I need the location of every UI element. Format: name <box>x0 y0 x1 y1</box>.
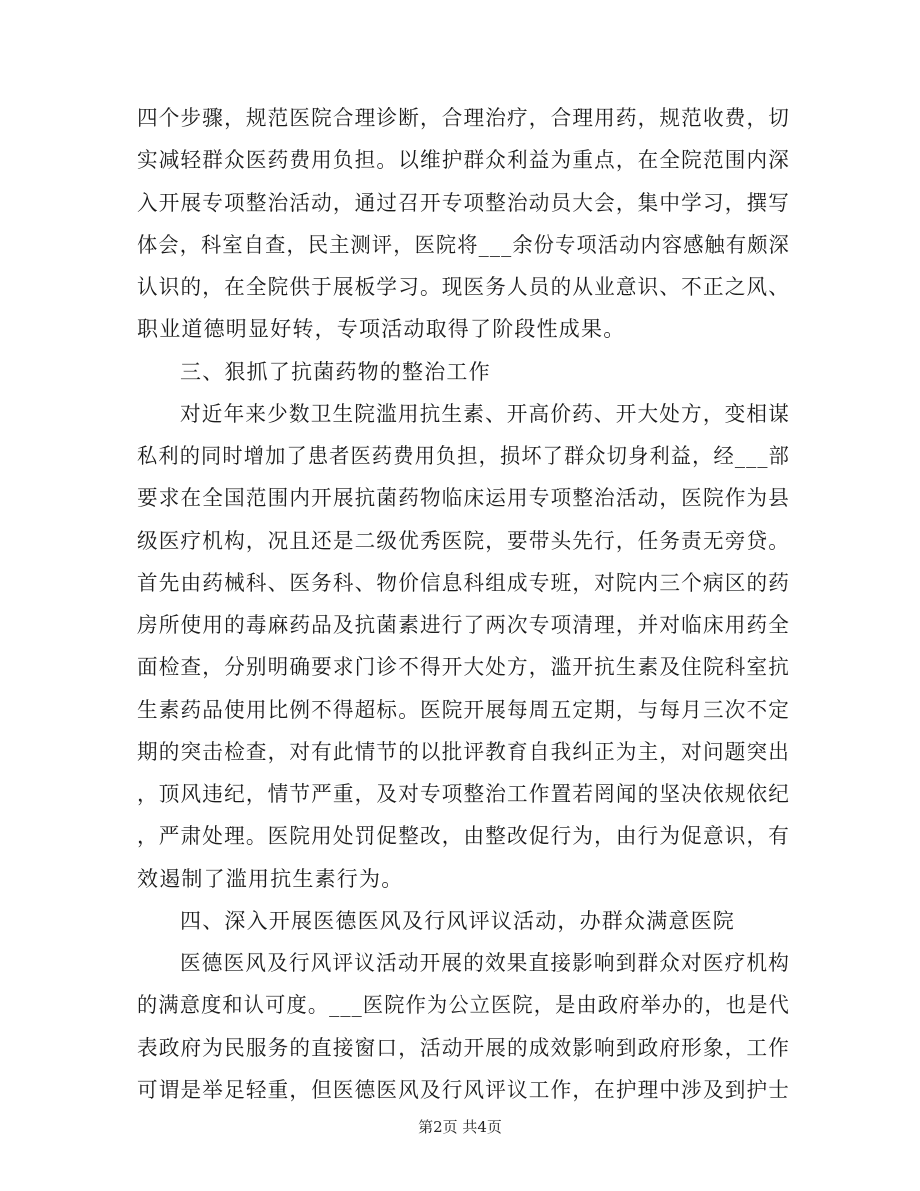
text-line: 首先由药械科、医务科、物价信息科组成专班，对院内三个病区的药 <box>137 571 791 595</box>
text-line: 级医疗机构，况且还是二级优秀医院，要带头先行，任务责无旁贷。 <box>137 529 791 553</box>
text-line: 要求在全国范围内开展抗菌药物临床运用专项整治活动，医院作为县 <box>137 486 791 510</box>
text-line: 房所使用的毒麻药品及抗菌素进行了两次专项清理，并对临床用药全 <box>137 613 791 637</box>
text-line: 认识的，在全院供于展板学习。现医务人员的从业意识、不正之风、 <box>137 275 791 299</box>
text-line: ，顶风违纪，情节严重，及对专项整治工作置若罔闻的坚决依规依纪 <box>137 782 791 806</box>
text-line: 实减轻群众医药费用负担。以维护群众利益为重点，在全院范围内深 <box>137 148 791 172</box>
text-line: 可谓是举足轻重，但医德医风及行风评议工作，在护理中涉及到护士 <box>137 1078 791 1102</box>
text-line: 对近年来少数卫生院滥用抗生素、开高价药、开大处方，变相谋 <box>180 402 790 426</box>
text-line: 面检查，分别明确要求门诊不得开大处方，滥开抗生素及住院科室抗 <box>137 655 791 679</box>
section-heading: 三、狠抓了抗菌药物的整治工作 <box>180 360 491 384</box>
text-line: 私利的同时增加了患者医药费用负担，损坏了群众切身利益，经___部 <box>137 444 790 468</box>
text-line: 四个步骤，规范医院合理诊断，合理治疗，合理用药，规范收费，切 <box>137 106 791 130</box>
text-line: 的满意度和认可度。___医院作为公立医院，是由政府举办的，也是代 <box>137 993 790 1017</box>
text-line: ，严肃处理。医院用处罚促整改，由整改促行为，由行为促意识，有 <box>137 824 791 848</box>
text-line: 生素药品使用比例不得超标。医院开展每周五定期，与每月三次不定 <box>137 698 791 722</box>
text-line: 职业道德明显好转，专项活动取得了阶段性成果。 <box>137 317 626 341</box>
text-line: 医德医风及行风评议活动开展的效果直接影响到群众对医疗机构 <box>180 951 790 975</box>
section-heading: 四、深入开展医德医风及行风评议活动，办群众满意医院 <box>180 909 735 933</box>
text-line: 期的突击检查，对有此情节的以批评教育自我纠正为主，对问题突出 <box>137 740 791 764</box>
text-line: 体会，科室自查，民主测评，医院将___余份专项活动内容感触有颇深 <box>137 233 790 257</box>
text-line: 效遏制了滥用抗生素行为。 <box>137 867 404 891</box>
page-number: 第2页 共4页 <box>418 1118 502 1136</box>
text-line: 表政府为民服务的直接窗口，活动开展的成效影响到政府形象，工作 <box>137 1036 791 1060</box>
text-line: 入开展专项整治活动，通过召开专项整治动员大会，集中学习，撰写 <box>137 191 791 215</box>
